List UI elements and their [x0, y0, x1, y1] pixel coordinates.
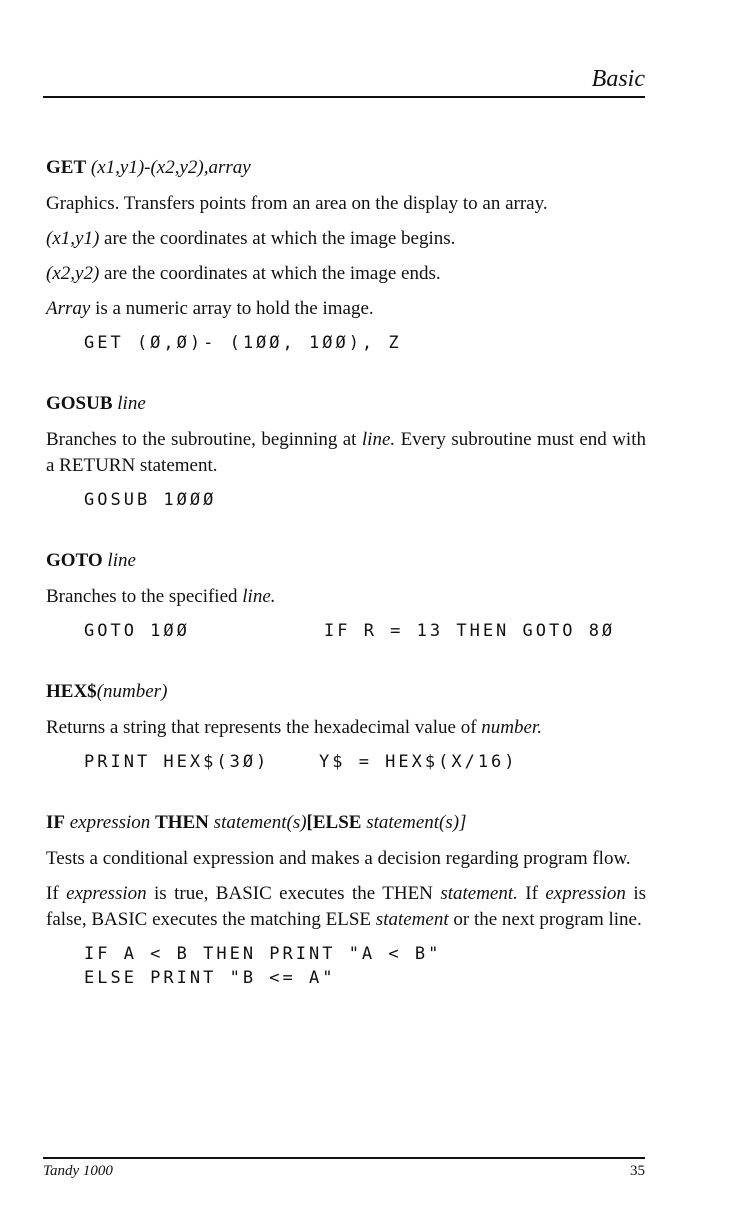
code-example: PRINT HEX$(3Ø) — [84, 752, 270, 772]
code-example: GET (Ø,Ø)- (1ØØ, 1ØØ), Z — [84, 333, 402, 353]
code-example: Y$ = HEX$(X/16) — [319, 752, 518, 772]
entry-get-heading — [46, 155, 646, 181]
syntax-args: expression — [69, 812, 151, 833]
keyword: THEN — [155, 812, 209, 833]
footer-title: Tandy 1000 — [43, 1163, 113, 1179]
keyword: GOSUB — [46, 393, 113, 414]
param-name: (x2,y2) — [46, 263, 100, 284]
code-example-row — [84, 750, 646, 774]
syntax-args: line — [117, 393, 146, 414]
entry-get-param-start: (x1,y1) are the coordinates at which the image begins. — [46, 228, 456, 249]
param-name: (x1,y1) — [46, 228, 100, 249]
footer-rule — [43, 1157, 645, 1159]
entry-gosub-desc: Branches to the subroutine, beginning at line. Every subroutine must end with a RETURN statement. — [46, 429, 646, 476]
syntax-args: line — [107, 550, 136, 571]
entry-get-desc: Graphics. Transfers points from an area on the display to an array. — [46, 193, 548, 214]
code-example: GOSUB 1ØØØ — [84, 490, 217, 510]
param-name: line. — [361, 429, 396, 450]
entry-goto-heading — [46, 548, 646, 574]
entry-gosub-heading — [46, 391, 646, 417]
param-name: line. — [242, 586, 276, 607]
keyword: IF — [46, 812, 65, 833]
entry-if-desc: Tests a conditional expression and makes a decision regarding program flow. — [46, 848, 631, 869]
syntax-args: (x1,y1)-(x2,y2),array — [90, 157, 251, 178]
running-header-title: Basic — [591, 66, 645, 92]
entry-hex-desc: Returns a string that represents the hexadecimal value of number. — [46, 717, 542, 738]
syntax-args: statement(s) — [213, 812, 307, 833]
entry-if-heading — [46, 810, 646, 836]
syntax-args: statement(s)] — [366, 812, 467, 833]
entry-hex-heading — [46, 679, 646, 705]
page-number: 35 — [630, 1163, 645, 1179]
param-name: number. — [481, 717, 542, 738]
page-content — [46, 155, 646, 990]
keyword: GOTO — [46, 550, 103, 571]
header-rule — [43, 96, 645, 98]
code-example: IF R = 13 THEN GOTO 8Ø — [324, 621, 616, 641]
entry-get-param-end: (x2,y2) are the coordinates at which the image ends. — [46, 263, 441, 284]
param-name: Array — [46, 298, 91, 319]
code-example: ELSE PRINT "B <= A" — [84, 968, 336, 988]
entry-if-detail: If expression is true, BASIC executes the THEN statement. If expression is false, BASIC executes the matching ELSE statement or the next program line. — [46, 883, 646, 930]
keyword: [ELSE — [306, 812, 362, 833]
keyword: HEX$ — [46, 681, 97, 702]
code-example-row — [84, 619, 646, 643]
keyword: GET — [46, 157, 87, 178]
entry-goto-desc: Branches to the specified line. — [46, 586, 276, 607]
entry-get-param-array: Array is a numeric array to hold the image. — [46, 298, 374, 319]
code-example: GOTO 1ØØ — [84, 621, 190, 641]
code-example: IF A < B THEN PRINT "A < B" — [84, 944, 442, 964]
syntax-args: (number) — [96, 681, 168, 702]
